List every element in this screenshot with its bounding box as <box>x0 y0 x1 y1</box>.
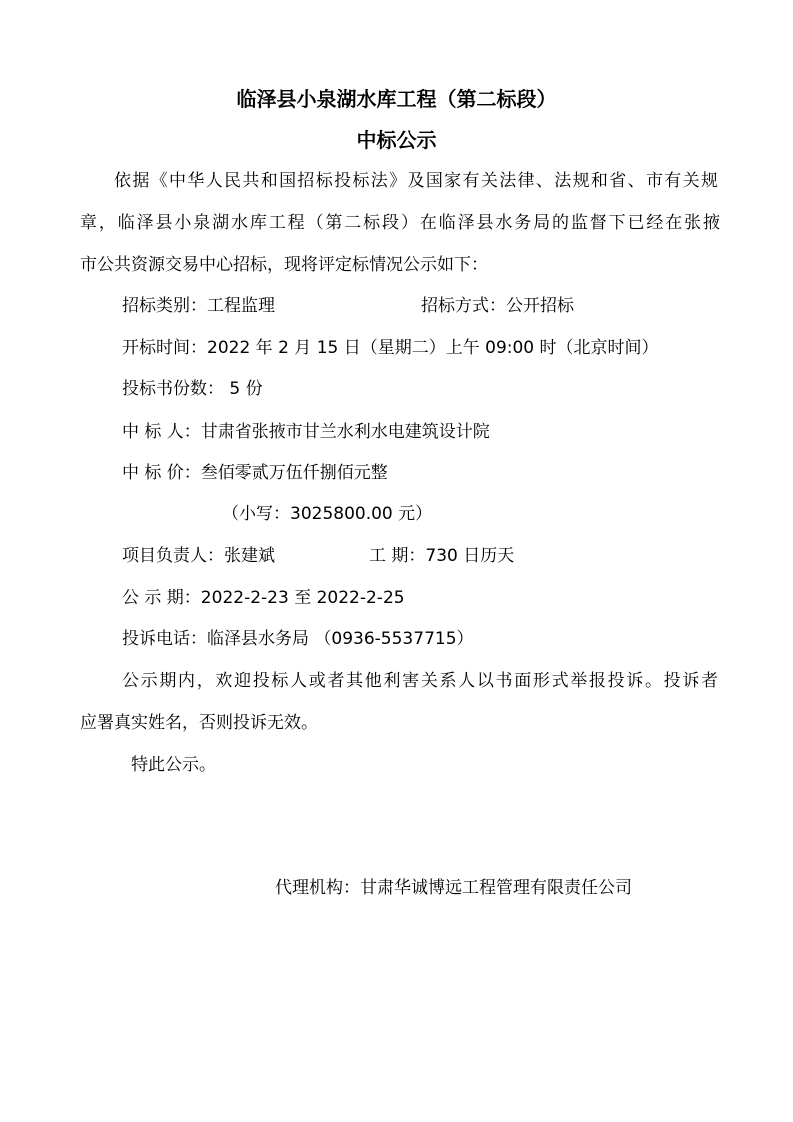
intro-line-1: 依据《中华人民共和国招标投标法》及国家有关法律、法规和省、市有关规 <box>114 171 718 191</box>
intro-line-2: 章，临泽县小泉湖水库工程（第二标段）在临泽县水务局的监督下已经在张掖 <box>80 213 720 233</box>
closing-line-1: 公示期内，欢迎投标人或者其他利害关系人以书面形式举报投诉。投诉者 <box>122 671 718 691</box>
field-manager: 项目负责人：张建斌 <box>122 546 275 566</box>
closing-line-2: 应署真实姓名，否则投诉无效。 <box>80 713 318 733</box>
intro-line-3: 市公共资源交易中心招标，现将评定标情况公示如下： <box>80 255 488 275</box>
document-subtitle: 中标公示 <box>356 128 437 152</box>
field-period: 工 期：730 日历天 <box>369 546 515 566</box>
field-bid-count: 投标书份数： 5 份 <box>122 379 263 399</box>
field-method: 招标方式：公开招标 <box>421 296 574 316</box>
field-category: 招标类别：工程监理 <box>122 296 275 316</box>
agency-signature: 代理机构：甘肃华诚博远工程管理有限责任公司 <box>275 878 632 898</box>
field-open-time: 开标时间：2022 年 2 月 15 日（星期二）上午 09:00 时（北京时间） <box>122 338 659 358</box>
field-complaint: 投诉电话：临泽县水务局 （0936-5537715） <box>122 629 474 649</box>
field-winner: 中 标 人：甘肃省张掖市甘兰水利水电建筑设计院 <box>122 422 490 442</box>
special-notice: 特此公示。 <box>131 755 216 775</box>
document-title: 临泽县小泉湖水库工程（第二标段） <box>236 87 557 111</box>
field-price-lower: （小写：3025800.00 元） <box>222 504 433 524</box>
field-notice-period: 公 示 期：2022-2-23 至 2022-2-25 <box>122 588 405 608</box>
field-price: 中 标 价：叁佰零贰万伍仟捌佰元整 <box>122 463 388 483</box>
